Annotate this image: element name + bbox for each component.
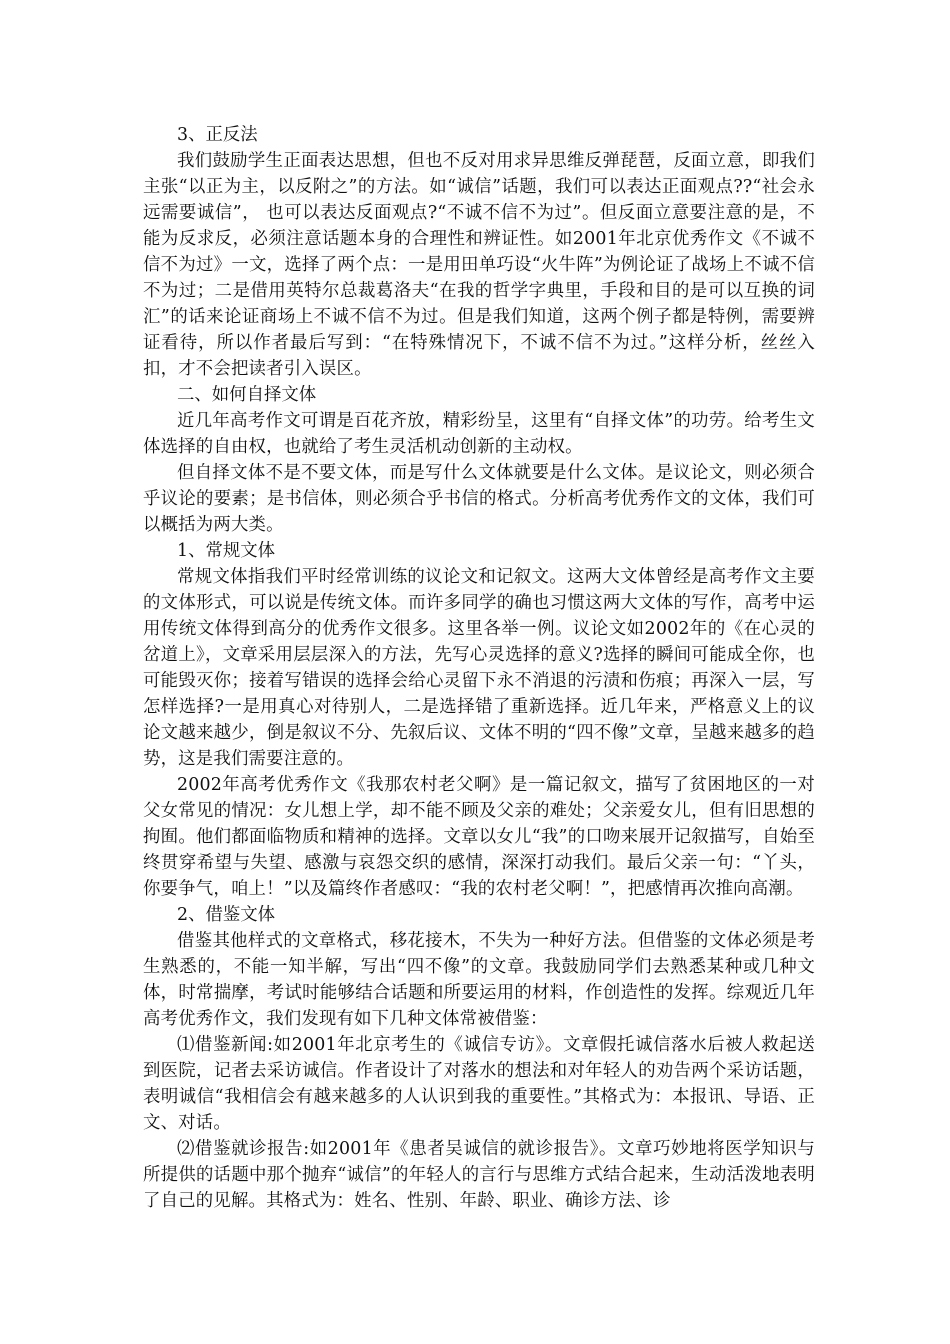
heading-changgui-wenti: 1、常规文体	[177, 541, 276, 561]
para-jiejian-xinwen: ⑴借鉴新闻:如2001年北京考生的《诚信专访》。文章假托诚信落水后被人救起送到医院，记者去采访诚信。作者设计了对落水的想法和对年轻人的劝告两个采访话题，表明诚信“我相信会有越来越多的人认识到我的重要性。”其格式为：本报讯、导语、正文、对话。	[143, 1035, 815, 1133]
para-jiejian-jiuzhen: ⑵借鉴就诊报告:如2001年《患者吴诚信的就诊报告》。文章巧妙地将医学知识与所提供的话题中那个抛弃“诚信”的年轻人的言行与思维方式结合起来，生动活泼地表明了自己的见解。其格式为：姓名、性别、年龄、职业、确诊方法、诊	[143, 1139, 815, 1211]
heading-zhengfanfa: 3、正反法	[177, 125, 258, 145]
document-page	[143, 122, 815, 1214]
para-jiejian-wenti: 借鉴其他样式的文章格式，移花接木，不失为一种好方法。但借鉴的文体必须是考生熟悉的，不能一知半解，写出“四不像”的文章。我鼓励同学们去熟悉某种或几种文体，时常揣摩，考试时能够结合话题和所要运用的材料，作创造性的发挥。综观近几年高考优秀作文，我们发现有如下几种文体常被借鉴：	[143, 931, 815, 1029]
para-zhengfanfa: 我们鼓励学生正面表达思想，但也不反对用求异思维反弹琵琶，反面立意，即我们主张“以正为主，以反附之”的方法。如“诚信”话题，我们可以表达正面观点??“社会永远需要诚信”， 也可以表达反面观点?“不诚不信不为过”。但反面立意要注意的是，不能为反求反，必须注意话题本身的合理性和辨证性。如2001年北京优秀作文《不诚不信不为过》一文，选择了两个点：一是用田单巧设“火牛阵”为例论证了战场上不诚不信不为过；二是借用英特尔总裁葛洛夫“在我的哲学字典里，手段和目的是可以互换的词汇”的话来论证商场上不诚不信不为过。但是我们知道，这两个例子都是特例，需要辨证看待，所以作者最后写到：“在特殊情况下，不诚不信不为过。”这样分析，丝丝入扣，才不会把读者引入误区。	[143, 151, 815, 379]
heading-jiejian-wenti: 2、借鉴文体	[177, 905, 276, 925]
para-nongcun-laofu: 2002年高考优秀作文《我那农村老父啊》是一篇记叙文，描写了贫困地区的一对父女常见的情况：女儿想上学，却不能不顾及父亲的难处；父亲爱女儿，但有旧思想的拘囿。他们都面临物质和精神的选择。文章以女儿“我”的口吻来展开记叙描写，自始至终贯穿希望与失望、感激与哀怨交织的感情，深深打动我们。最后父亲一句：“丫头，你要争气，咱上！”以及篇终作者感叹：“我的农村老父啊！”，把感情再次推向高潮。	[143, 775, 815, 899]
para-baihua-qifang: 近几年高考作文可谓是百花齐放，精彩纷呈，这里有“自择文体”的功劳。给考生文体选择的自由权，也就给了考生灵活机动创新的主动权。	[143, 411, 815, 457]
heading-ruhe-zize-wenti: 二、如何自择文体	[177, 385, 317, 405]
para-changgui-wenti: 常规文体指我们平时经常训练的议论文和记叙文。这两大文体曾经是高考作文主要的文体形式，可以说是传统文体。而许多同学的确也习惯这两大文体的写作，高考中运用传统文体得到高分的优秀作文很多。这里各举一例。议论文如2002年的《在心灵的岔道上》，文章采用层层深入的方法，先写心灵选择的意义?选择的瞬间可能成全你，也可能毁灭你；接着写错误的选择会给心灵留下永不消退的污渍和伤痕；再深入一层，写怎样选择?一是用真心对待别人，二是选择错了重新选择。近几年来，严格意义上的议论文越来越少，倒是叙议不分、先叙后议、文体不明的“四不像”文章，呈越来越多的趋势，这是我们需要注意的。	[143, 567, 815, 769]
para-liangdalei: 但自择文体不是不要文体，而是写什么文体就要是什么文体。是议论文，则必须合乎议论的要素；是书信体，则必须合乎书信的格式。分析高考优秀作文的文体，我们可以概括为两大类。	[143, 463, 815, 535]
